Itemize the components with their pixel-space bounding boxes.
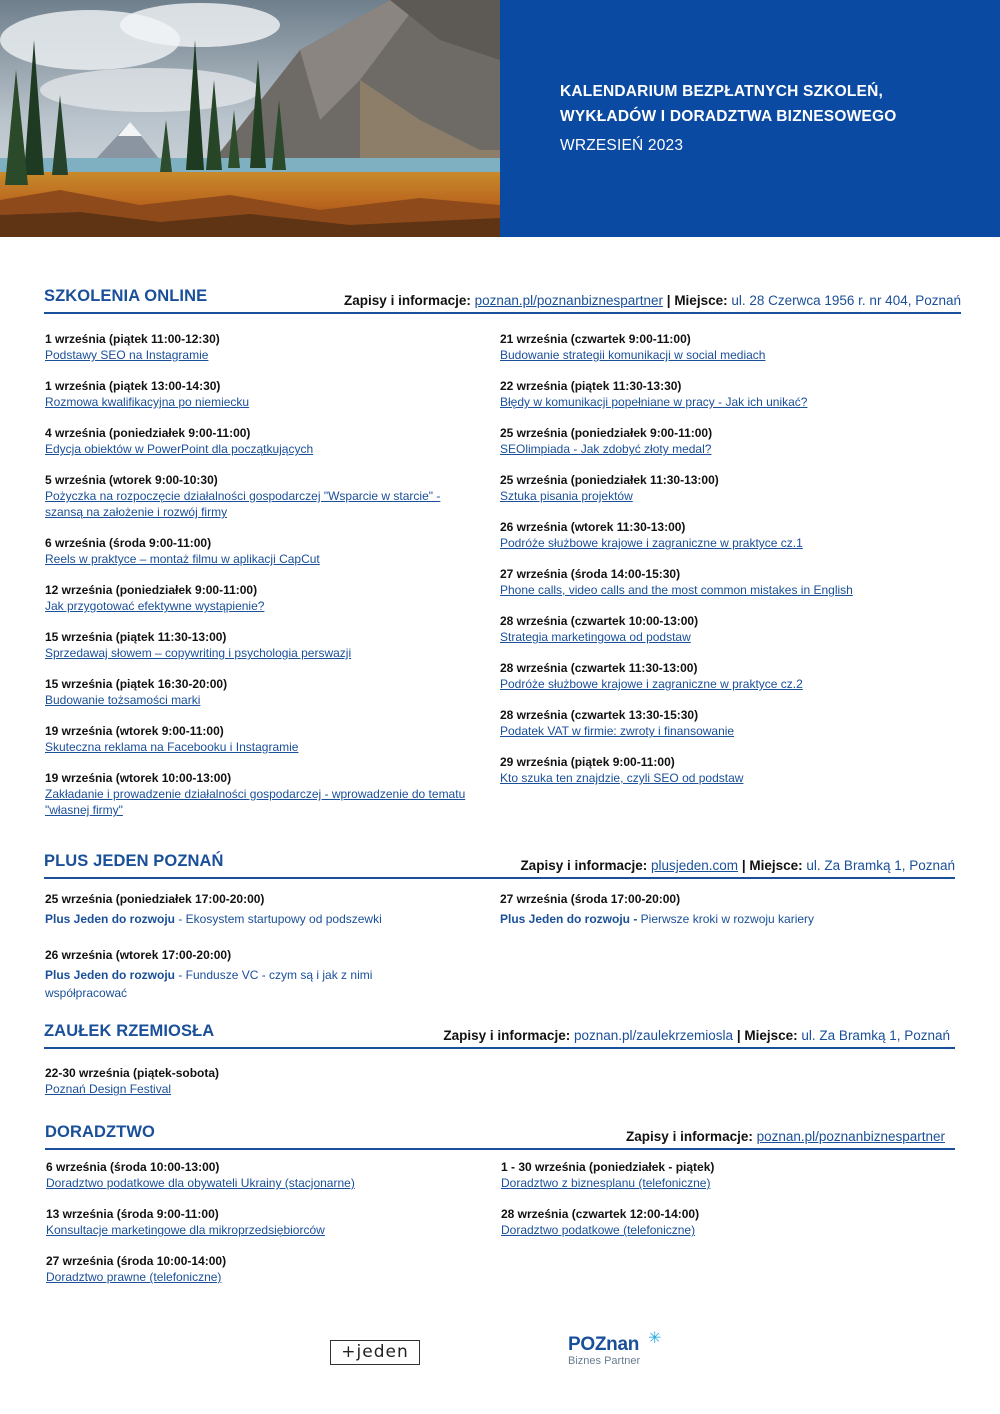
place-label: Miejsce:	[749, 858, 803, 873]
separator: |	[736, 1028, 741, 1043]
event-link[interactable]: Reels w praktyce – montaż filmu w aplikacji CapCut	[45, 552, 320, 566]
event-date: 28 września (czwartek 12:00-14:00)	[501, 1207, 700, 1221]
online-left-column	[45, 331, 475, 833]
plus-right-column	[500, 890, 950, 946]
event-link[interactable]: Doradztwo z biznesplanu (telefoniczne)	[501, 1176, 711, 1190]
event-item	[45, 582, 475, 614]
event-brand: Plus Jeden do rozwoju -	[500, 912, 638, 926]
event-description: Pierwsze kroki w rozwoju kariery	[637, 912, 815, 926]
event-date: 19 września (wtorek 9:00-11:00)	[45, 724, 224, 738]
place-label: Miejsce:	[744, 1028, 798, 1043]
event-item	[45, 676, 475, 708]
event-brand: Plus Jeden do rozwoju	[45, 968, 176, 982]
event-link[interactable]: Podstawy SEO na Instagramie	[45, 348, 209, 362]
section-online-info	[344, 293, 961, 308]
event-item	[500, 613, 950, 645]
signup-link[interactable]: plusjeden.com	[651, 858, 739, 873]
event-item	[500, 519, 950, 551]
event-date: 19 września (wtorek 10:00-13:00)	[45, 771, 232, 785]
section-zaulek-title: ZAUŁEK RZEMIOSŁA	[44, 1022, 215, 1040]
poznan-biznes-partner-logo	[568, 1330, 662, 1367]
event-date: 26 września (wtorek 11:30-13:00)	[500, 520, 686, 534]
event-date: 6 września (środa 10:00-13:00)	[46, 1160, 220, 1174]
plus-jeden-logo: +jeden	[330, 1340, 420, 1365]
separator: |	[666, 293, 671, 308]
section-plus-info	[520, 858, 955, 873]
event-date: 25 września (poniedziałek 17:00-20:00)	[45, 892, 265, 906]
event-item	[45, 723, 475, 755]
event-date: 22-30 września (piątek-sobota)	[45, 1066, 220, 1080]
section-doradztwo-header	[45, 1122, 955, 1150]
event-link[interactable]: Phone calls, video calls and the most common mistakes in English	[500, 583, 853, 597]
signup-label: Zapisy i informacje:	[626, 1129, 753, 1144]
event-item	[45, 331, 475, 363]
section-online-title: SZKOLENIA ONLINE	[44, 287, 208, 305]
landscape-illustration	[0, 0, 500, 237]
event-item	[500, 472, 950, 504]
poznan-logo-wordmark: POZnan	[568, 1334, 640, 1355]
event-link[interactable]: SEOlimpiada - Jak zdobyć złoty medal?	[500, 442, 712, 456]
section-plus-title: PLUS JEDEN POZNAŃ	[44, 852, 224, 870]
event-item	[45, 425, 475, 457]
header-banner	[500, 0, 1000, 237]
place-label: Miejsce:	[674, 293, 728, 308]
event-brand: Plus Jeden do rozwoju	[45, 912, 176, 926]
event-link[interactable]: Skuteczna reklama na Facebooku i Instagramie	[45, 740, 299, 754]
event-link[interactable]: Budowanie strategii komunikacji w social mediach	[500, 348, 766, 362]
event-date: 28 września (czwartek 13:30-15:30)	[500, 708, 699, 722]
event-date: 1 września (piątek 13:00-14:30)	[45, 379, 221, 393]
section-doradztwo-info	[626, 1129, 945, 1144]
event-item	[500, 331, 950, 363]
event-date: 29 września (piątek 9:00-11:00)	[500, 755, 675, 769]
event-item	[45, 629, 475, 661]
event-date: 26 września (wtorek 17:00-20:00)	[45, 948, 232, 962]
event-date: 15 września (piątek 11:30-13:00)	[45, 630, 227, 644]
online-right-column	[500, 331, 950, 801]
event-link[interactable]: Edycja obiektów w PowerPoint dla początkujących	[45, 442, 314, 456]
event-link[interactable]: Jak przygotować efektywne wystąpienie?	[45, 599, 265, 613]
section-zaulek-header	[44, 1021, 955, 1049]
event-date: 28 września (czwartek 10:00-13:00)	[500, 614, 699, 628]
signup-link[interactable]: poznan.pl/poznanbiznespartner	[756, 1129, 945, 1144]
signup-label: Zapisy i informacje:	[344, 293, 471, 308]
event-link[interactable]: Błędy w komunikacji popełniane w pracy - Jak ich unikać?	[500, 395, 808, 409]
header-landscape-photo	[0, 0, 500, 237]
event-item	[46, 1159, 466, 1191]
doradztwo-left-column	[46, 1159, 466, 1300]
header-title-line2: WYKŁADÓW I DORADZTWA BIZNESOWEGO	[560, 108, 897, 125]
event-link[interactable]: Poznań Design Festival	[45, 1082, 172, 1096]
signup-label: Zapisy i informacje:	[443, 1028, 571, 1043]
event-item	[500, 425, 950, 457]
event-link[interactable]: Sztuka pisania projektów	[500, 489, 633, 503]
event-date: 27 września (środa 17:00-20:00)	[500, 892, 681, 906]
event-date: 1 września (piątek 11:00-12:30)	[45, 332, 220, 346]
event-link[interactable]: Rozmowa kwalifikacyjna po niemiecku	[45, 395, 250, 409]
event-link[interactable]: Kto szuka ten znajdzie, czyli SEO od podstaw	[500, 771, 744, 785]
signup-label: Zapisy i informacje:	[520, 858, 648, 873]
event-link[interactable]: Zakładanie i prowadzenie działalności gospodarczej - wprowadzenie do tematu "własnej firmy"	[45, 787, 466, 817]
section-doradztwo-title: DORADZTWO	[45, 1123, 155, 1141]
event-item	[45, 1065, 445, 1097]
event-link[interactable]: Doradztwo podatkowe (telefoniczne)	[501, 1223, 696, 1237]
place-value: ul. 28 Czerwca 1956 r. nr 404, Poznań	[731, 293, 961, 308]
event-date: 21 września (czwartek 9:00-11:00)	[500, 332, 691, 346]
event-date: 27 września (środa 14:00-15:30)	[500, 567, 681, 581]
event-link[interactable]: Sprzedawaj słowem – copywriting i psychologia perswazji	[45, 646, 352, 660]
section-online-header	[44, 286, 961, 314]
event-date: 4 września (poniedziałek 9:00-11:00)	[45, 426, 251, 440]
asterisk-icon: ✳	[648, 1330, 662, 1347]
event-date: 28 września (czwartek 11:30-13:00)	[500, 661, 698, 675]
header-title-line1: KALENDARIUM BEZPŁATNYCH SZKOLEŃ,	[560, 83, 883, 100]
place-value: ul. Za Bramką 1, Poznań	[801, 1028, 950, 1043]
event-link[interactable]: Budowanie tożsamości marki	[45, 693, 201, 707]
event-link[interactable]: Doradztwo prawne (telefoniczne)	[46, 1270, 222, 1284]
separator: |	[741, 858, 746, 873]
event-item	[45, 946, 415, 1002]
event-date: 6 września (środa 9:00-11:00)	[45, 536, 212, 550]
event-item	[45, 890, 415, 928]
event-link[interactable]: Konsultacje marketingowe dla mikroprzedsiębiorców	[46, 1223, 325, 1237]
event-description: - Fundusze VC - czym są i jak z nimi współpracować	[45, 968, 373, 1000]
event-date: 27 września (środa 10:00-14:00)	[46, 1254, 227, 1268]
doradztwo-right-column	[501, 1159, 941, 1253]
event-link[interactable]: Podróże służbowe krajowe i zagraniczne w praktyce cz.2	[500, 677, 803, 691]
place-value: ul. Za Bramką 1, Poznań	[806, 858, 955, 873]
event-item	[501, 1206, 941, 1238]
event-date: 13 września (środa 9:00-11:00)	[46, 1207, 219, 1221]
zaulek-left-column	[45, 1065, 445, 1112]
event-link[interactable]: Podróże służbowe krajowe i zagraniczne w praktyce cz.1	[500, 536, 803, 550]
event-item	[45, 378, 475, 410]
event-link[interactable]: Podatek VAT w firmie: zwroty i finansowanie	[500, 724, 735, 738]
event-description: - Ekosystem startupowy od podszewki	[175, 912, 382, 926]
event-item	[500, 754, 950, 786]
event-link[interactable]: Doradztwo podatkowe dla obywateli Ukrainy (stacjonarne)	[46, 1176, 355, 1190]
event-date: 5 września (wtorek 9:00-10:30)	[45, 473, 218, 487]
poznan-logo-subtitle: Biznes Partner	[568, 1355, 641, 1367]
event-date: 12 września (poniedziałek 9:00-11:00)	[45, 583, 258, 597]
signup-link[interactable]: poznan.pl/poznanbiznespartner	[474, 293, 663, 308]
event-item	[500, 660, 950, 692]
event-item	[500, 566, 950, 598]
event-item	[501, 1159, 941, 1191]
event-item	[45, 535, 475, 567]
event-item	[500, 378, 950, 410]
event-item	[45, 472, 475, 520]
event-date: 25 września (poniedziałek 11:30-13:00)	[500, 473, 719, 487]
event-item	[46, 1253, 466, 1285]
event-date: 15 września (piątek 16:30-20:00)	[45, 677, 228, 691]
event-date: 25 września (poniedziałek 9:00-11:00)	[500, 426, 713, 440]
event-link[interactable]: Pożyczka na rozpoczęcie działalności gospodarczej "Wsparcie w starcie" - szansą na założenie i rozwój firmy	[45, 489, 441, 519]
section-zaulek-info	[443, 1028, 950, 1043]
section-plus-header	[44, 851, 955, 879]
plus-left-column	[45, 890, 415, 1020]
event-item	[46, 1206, 466, 1238]
event-item	[45, 770, 475, 818]
event-item	[500, 890, 950, 928]
event-date: 1 - 30 września (poniedziałek - piątek)	[501, 1160, 715, 1174]
event-item	[500, 707, 950, 739]
signup-link[interactable]: poznan.pl/zaulekrzemiosla	[573, 1028, 734, 1043]
event-link[interactable]: Strategia marketingowa od podstaw	[500, 630, 691, 644]
event-date: 22 września (piątek 11:30-13:30)	[500, 379, 682, 393]
header-subtitle: WRZESIEŃ 2023	[560, 137, 684, 154]
